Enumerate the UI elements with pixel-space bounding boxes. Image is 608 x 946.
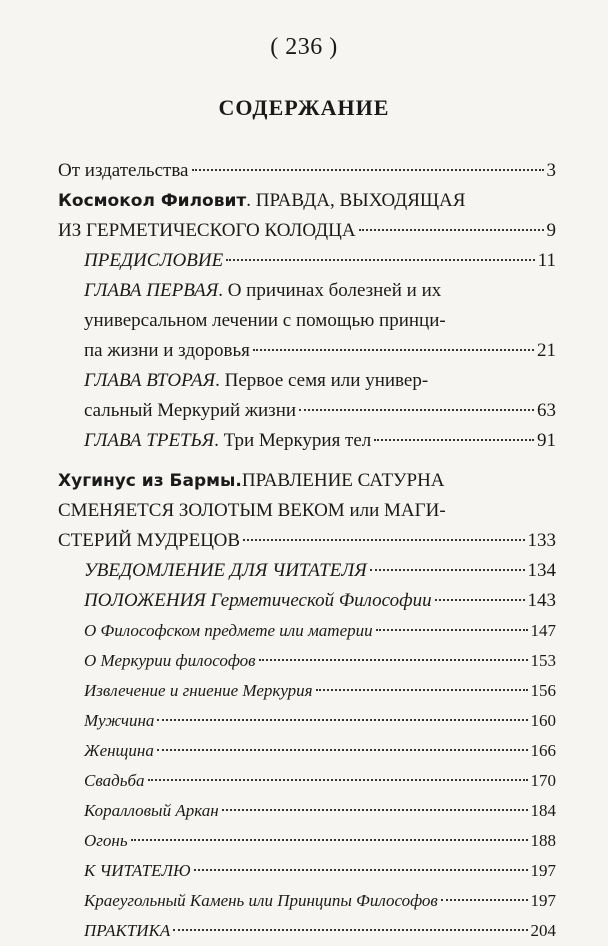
toc-entry-author: Хугинус из Бармы.	[58, 471, 242, 491]
toc-heading: СОДЕРЖАНИЕ	[218, 95, 390, 120]
toc-entry-subsection	[84, 826, 556, 856]
dot-leader	[173, 929, 527, 931]
toc-entry-title: ПОЛОЖЕНИЯ Герметической Философии	[84, 590, 432, 611]
dot-leader	[148, 779, 528, 781]
toc-entry-subsection	[84, 796, 556, 826]
toc-page-number: 166	[530, 741, 556, 760]
toc-page-number: 63	[537, 400, 556, 421]
toc-entry-chapter-3	[84, 426, 556, 456]
toc-entry-title-cont: универсальном лечении с помощью принци-	[84, 310, 446, 331]
toc-entry-subsection	[84, 766, 556, 796]
toc-page-number: 147	[530, 621, 556, 640]
toc-page-number: 170	[530, 771, 556, 790]
toc-entry-title-cont: сальный Меркурий жизни	[84, 400, 297, 421]
toc-page-number: 91	[537, 430, 556, 451]
toc-entry-publisher	[58, 156, 556, 186]
toc-entry-subsection	[84, 706, 556, 736]
toc-entry-title: От издательства	[58, 160, 189, 181]
toc-entry-chapter-label: ГЛАВА ТРЕТЬЯ	[84, 430, 215, 451]
toc-entry-chapter-label: ГЛАВА ПЕРВАЯ	[84, 280, 219, 301]
page-number: ( 236 )	[270, 34, 338, 60]
toc-page-number: 160	[530, 711, 556, 730]
toc-entry-notice	[84, 556, 556, 586]
toc-entry-title: ПРЕДИСЛОВИЕ	[84, 250, 224, 271]
toc-entry-subsection	[84, 736, 556, 766]
toc-page-number: 143	[527, 590, 556, 611]
dot-leader	[435, 599, 525, 601]
toc-entry-title: Свадьба	[84, 771, 145, 790]
toc-entry-subsection	[84, 856, 556, 886]
toc-page-number: 153	[530, 651, 556, 670]
toc-entry-title: К ЧИТАТЕЛЮ	[84, 861, 191, 880]
toc-entry-theses	[84, 586, 556, 616]
dot-leader	[243, 539, 524, 541]
dot-leader	[299, 409, 534, 411]
toc-page-number: 204	[530, 921, 556, 940]
table-of-contents	[58, 156, 556, 946]
toc-entry-title-cont: СМЕНЯЕТСЯ ЗОЛОТЫМ ВЕКОМ или МАГИ-	[58, 500, 446, 521]
dot-leader	[359, 229, 544, 231]
toc-page-number: 188	[530, 831, 556, 850]
toc-entry-title: О Меркурии философов	[84, 651, 256, 670]
toc-entry-title: Огонь	[84, 831, 128, 850]
toc-entry-preface	[84, 246, 556, 276]
dot-leader	[192, 169, 544, 171]
dot-leader	[194, 869, 528, 871]
toc-entry-title-cont: СТЕРИЙ МУДРЕЦОВ	[58, 530, 241, 551]
dot-leader	[376, 629, 528, 631]
toc-entry-chapter-1	[84, 276, 556, 366]
dot-leader	[441, 899, 528, 901]
toc-entry-title-cont: ИЗ ГЕРМЕТИЧЕСКОГО КОЛОДЦА	[58, 220, 356, 241]
toc-page-number: 184	[530, 801, 556, 820]
dot-leader	[259, 659, 528, 661]
toc-entry-author: Космокол Филовит	[58, 191, 247, 211]
toc-page-number: 197	[530, 891, 556, 910]
toc-page-number: 134	[527, 560, 556, 581]
toc-entry-title: УВЕДОМЛЕНИЕ ДЛЯ ЧИТАТЕЛЯ	[84, 560, 367, 581]
toc-entry-chapter-2	[84, 366, 556, 426]
toc-entry-title: Извлечение и гниение Меркурия	[84, 681, 313, 700]
toc-entry-title: . О причинах болезней и их	[218, 280, 442, 301]
toc-entry-subsection	[84, 886, 556, 916]
toc-entry-title: Краеугольный Камень или Принципы Философов	[84, 891, 438, 910]
dot-leader	[374, 439, 534, 441]
toc-entry-title: Мужчина	[84, 711, 155, 730]
dot-leader	[226, 259, 535, 261]
toc-page-number: 3	[546, 160, 556, 181]
toc-entry-title: . ПРАВДА, ВЫХОДЯЩАЯ	[246, 190, 466, 211]
toc-entry-title: Женщина	[84, 741, 154, 760]
dot-leader	[253, 349, 534, 351]
toc-entry-subsection	[84, 616, 556, 646]
toc-entry-title: . Три Меркурия тел	[214, 430, 372, 451]
toc-entry-title: . Первое семя или универ-	[215, 370, 429, 391]
toc-page-number: 197	[530, 861, 556, 880]
toc-page-number: 11	[537, 250, 556, 271]
dot-leader	[157, 719, 527, 721]
dot-leader	[316, 689, 528, 691]
toc-entry-subsection	[84, 646, 556, 676]
dot-leader	[370, 569, 525, 571]
toc-entry-title: Коралловый Аркан	[84, 801, 219, 820]
toc-entry-huginus	[58, 466, 556, 556]
dot-leader	[157, 749, 528, 751]
dot-leader	[222, 809, 528, 811]
toc-entry-title: ПРАВЛЕНИЕ САТУРНА	[241, 470, 445, 491]
toc-entry-chapter-label: ГЛАВА ВТОРАЯ	[84, 370, 216, 391]
toc-page-number: 21	[537, 340, 556, 361]
toc-page-number: 133	[527, 530, 556, 551]
dot-leader	[131, 839, 528, 841]
toc-entry-title-cont: па жизни и здоровья	[84, 340, 250, 361]
toc-entry-title: ПРАКТИКА	[84, 921, 171, 940]
toc-entry-subsection	[84, 916, 556, 946]
toc-page-number: 9	[546, 220, 556, 241]
toc-entry-title: О Философском предмете или материи	[84, 621, 373, 640]
toc-entry-filovit	[58, 186, 556, 246]
toc-page-number: 156	[530, 681, 556, 700]
toc-entry-subsection	[84, 676, 556, 706]
